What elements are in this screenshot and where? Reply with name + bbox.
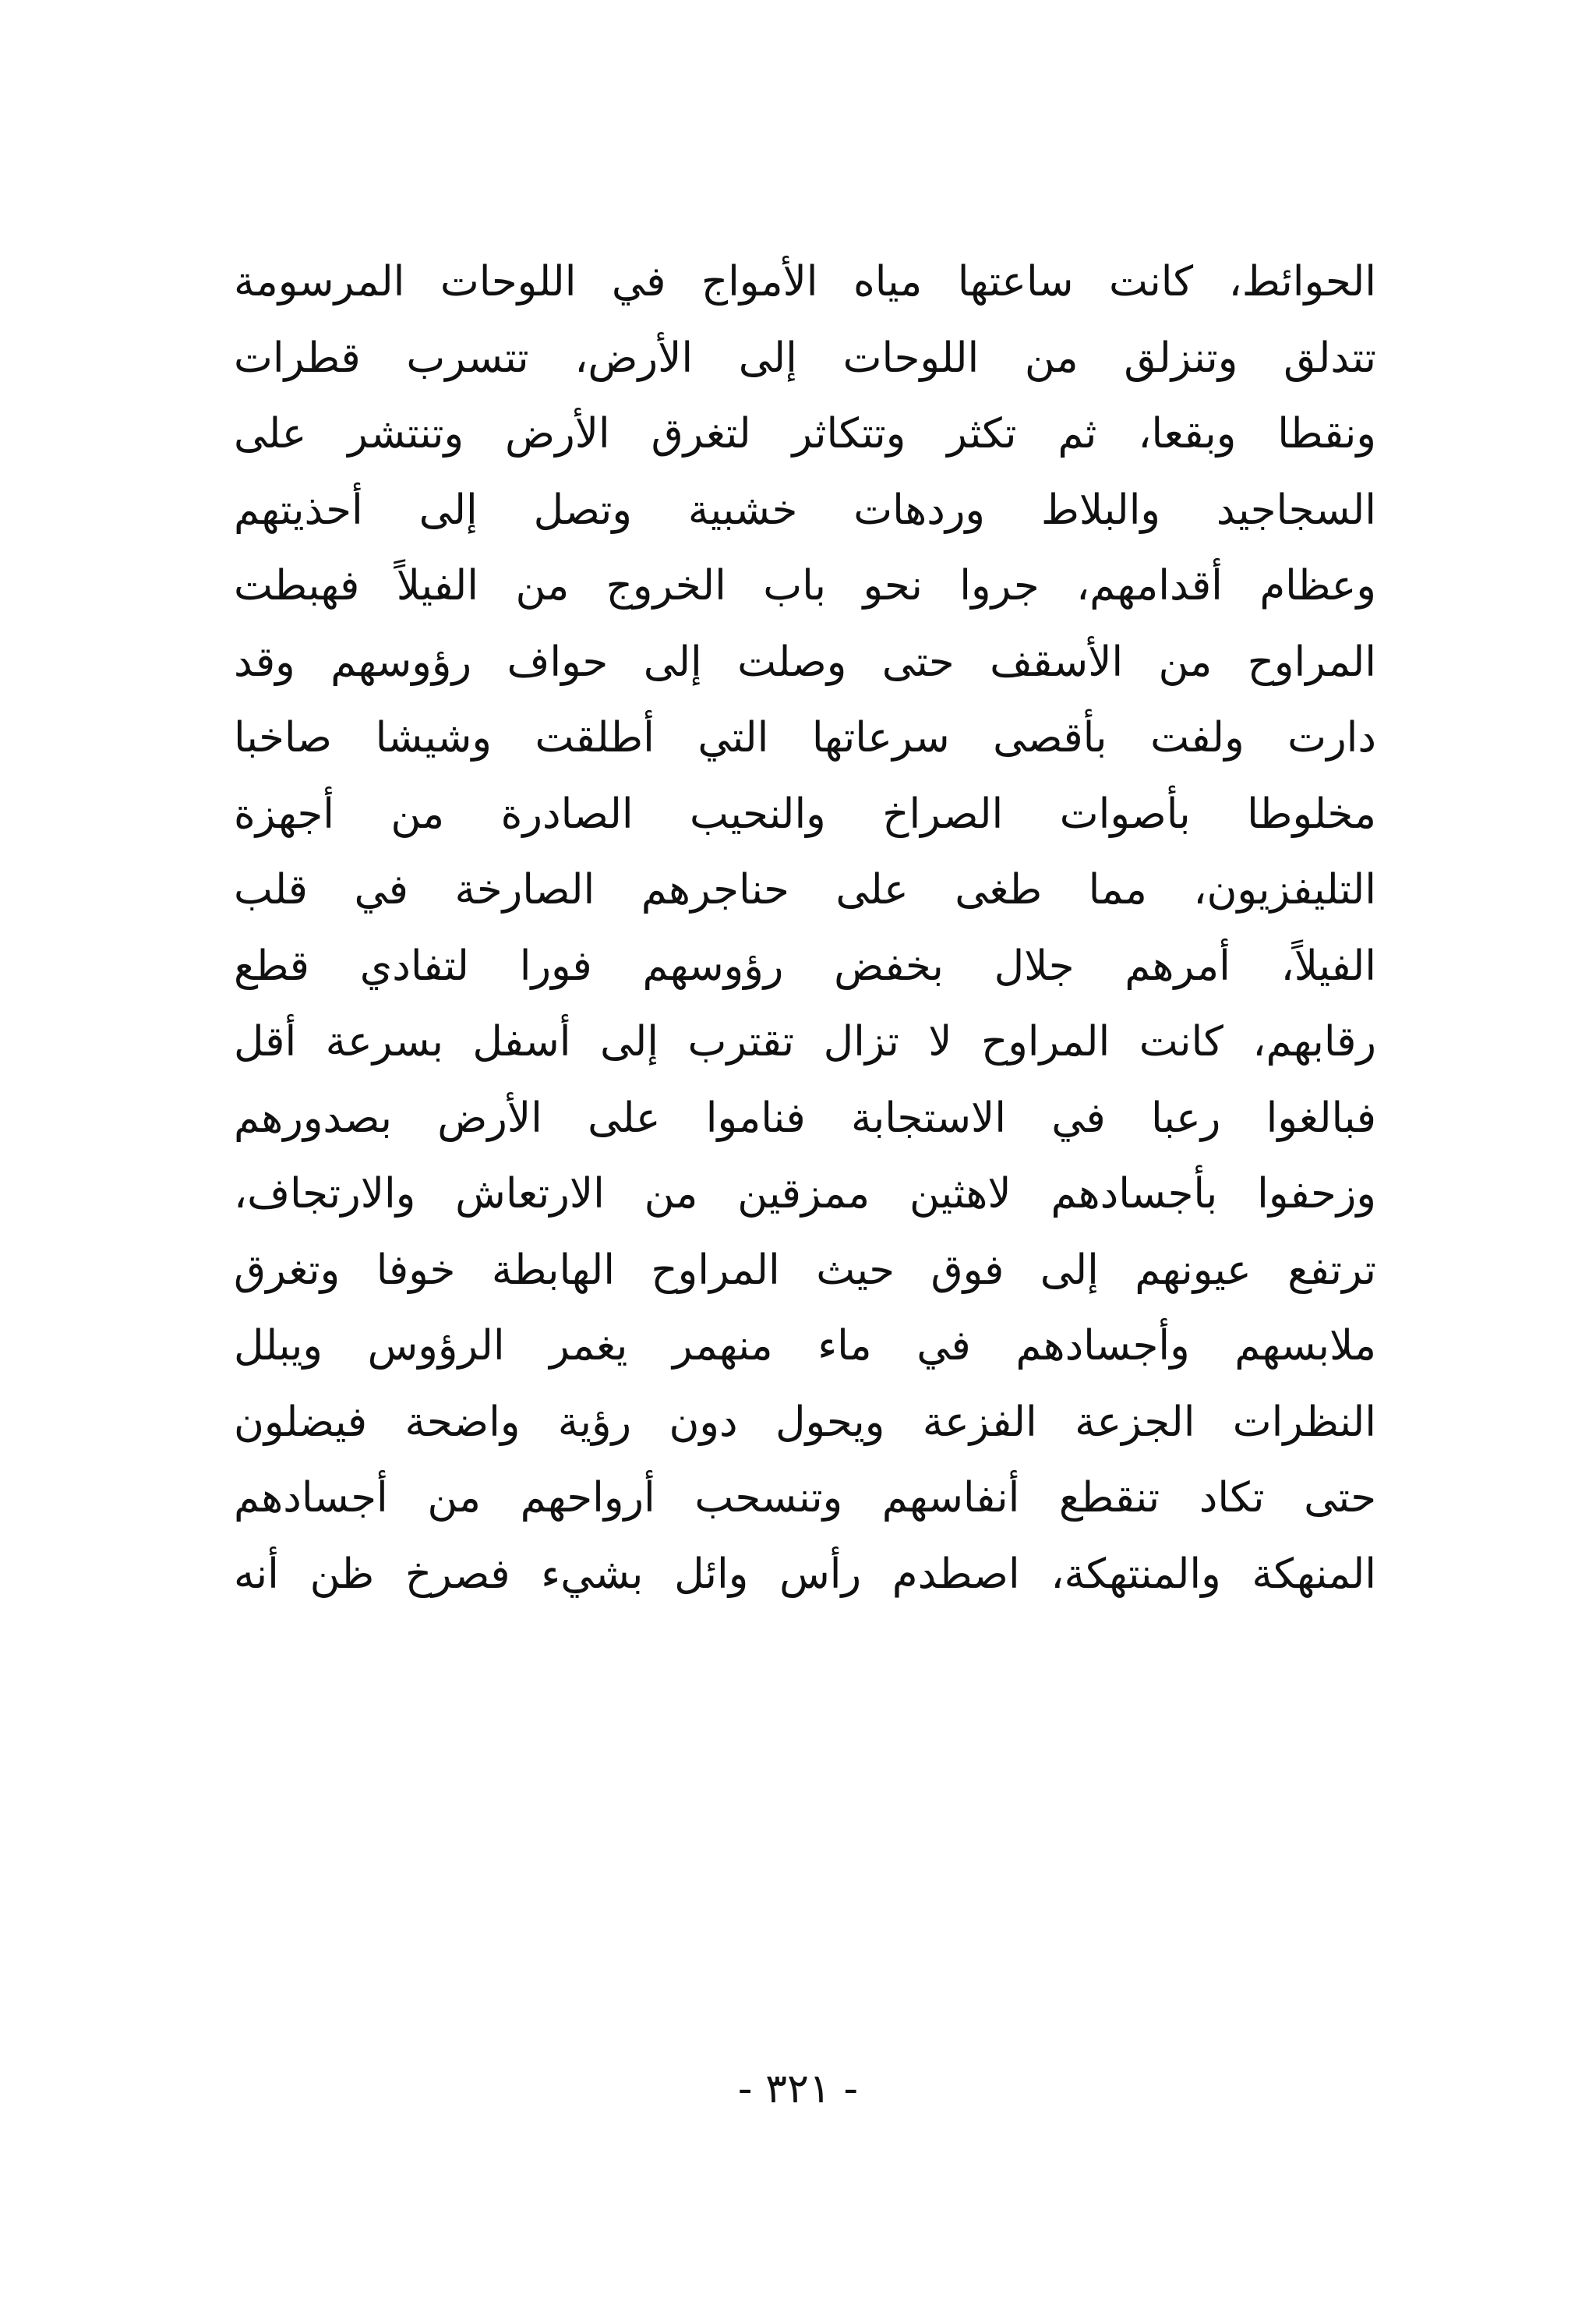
text-line-9: التليفزيون، مما طغى على حناجرهم الصارخة في قلب — [234, 866, 1376, 914]
text-line-8: مخلوطا بأصوات الصراخ والنحيب الصادرة من أجهزة — [234, 790, 1376, 838]
text-line-17: حتى تكاد تنقطع أنفاسهم وتنسحب أرواحهم من أجسادهم — [234, 1474, 1376, 1522]
text-line-1: الحوائط، كانت ساعتها مياه الأمواج في اللوحات المرسومة — [234, 258, 1376, 306]
text-line-7: دارت ولفت بأقصى سرعاتها التي أطلقت وشيشا صاخبا — [234, 714, 1376, 762]
text-line-5: وعظام أقدامهم، جروا نحو باب الخروج من الفيلاً فهبطت — [234, 562, 1376, 610]
body-text — [234, 244, 1376, 1612]
text-line-18: المنهكة والمنتهكة، اصطدم رأس وائل بشيء فصرخ ظن أنه — [234, 1550, 1376, 1598]
text-line-14: ترتفع عيونهم إلى فوق حيث المراوح الهابطة خوفا وتغرق — [234, 1246, 1376, 1294]
page-number: - ٣٢١ - — [737, 2066, 859, 2112]
text-line-2: تتدلق وتنزلق من اللوحات إلى الأرض، تتسرب قطرات — [234, 334, 1376, 382]
text-line-11: رقابهم، كانت المراوح لا تزال تقترب إلى أسفل بسرعة أقل — [234, 1018, 1376, 1066]
text-line-4: السجاجيد والبلاط وردهات خشبية وتصل إلى أحذيتهم — [234, 486, 1376, 534]
text-line-15: ملابسهم وأجسادهم في ماء منهمر يغمر الرؤوس ويبلل — [234, 1322, 1376, 1370]
text-line-6: المراوح من الأسقف حتى وصلت إلى حواف رؤوسهم وقد — [234, 638, 1376, 686]
text-line-16: النظرات الجزعة الفزعة ويحول دون رؤية واضحة فيضلون — [234, 1398, 1376, 1446]
text-line-3: ونقطا وبقعا، ثم تكثر وتتكاثر لتغرق الأرض وتنتشر على — [234, 410, 1376, 458]
text-line-10: الفيلاً، أمرهم جلال بخفض رؤوسهم فورا لتفادي قطع — [234, 942, 1376, 990]
text-line-13: وزحفوا بأجسادهم لاهثين ممزقين من الارتعاش والارتجاف، — [234, 1170, 1376, 1218]
text-line-12: فبالغوا رعبا في الاستجابة فناموا على الأرض بصدورهم — [234, 1094, 1376, 1142]
